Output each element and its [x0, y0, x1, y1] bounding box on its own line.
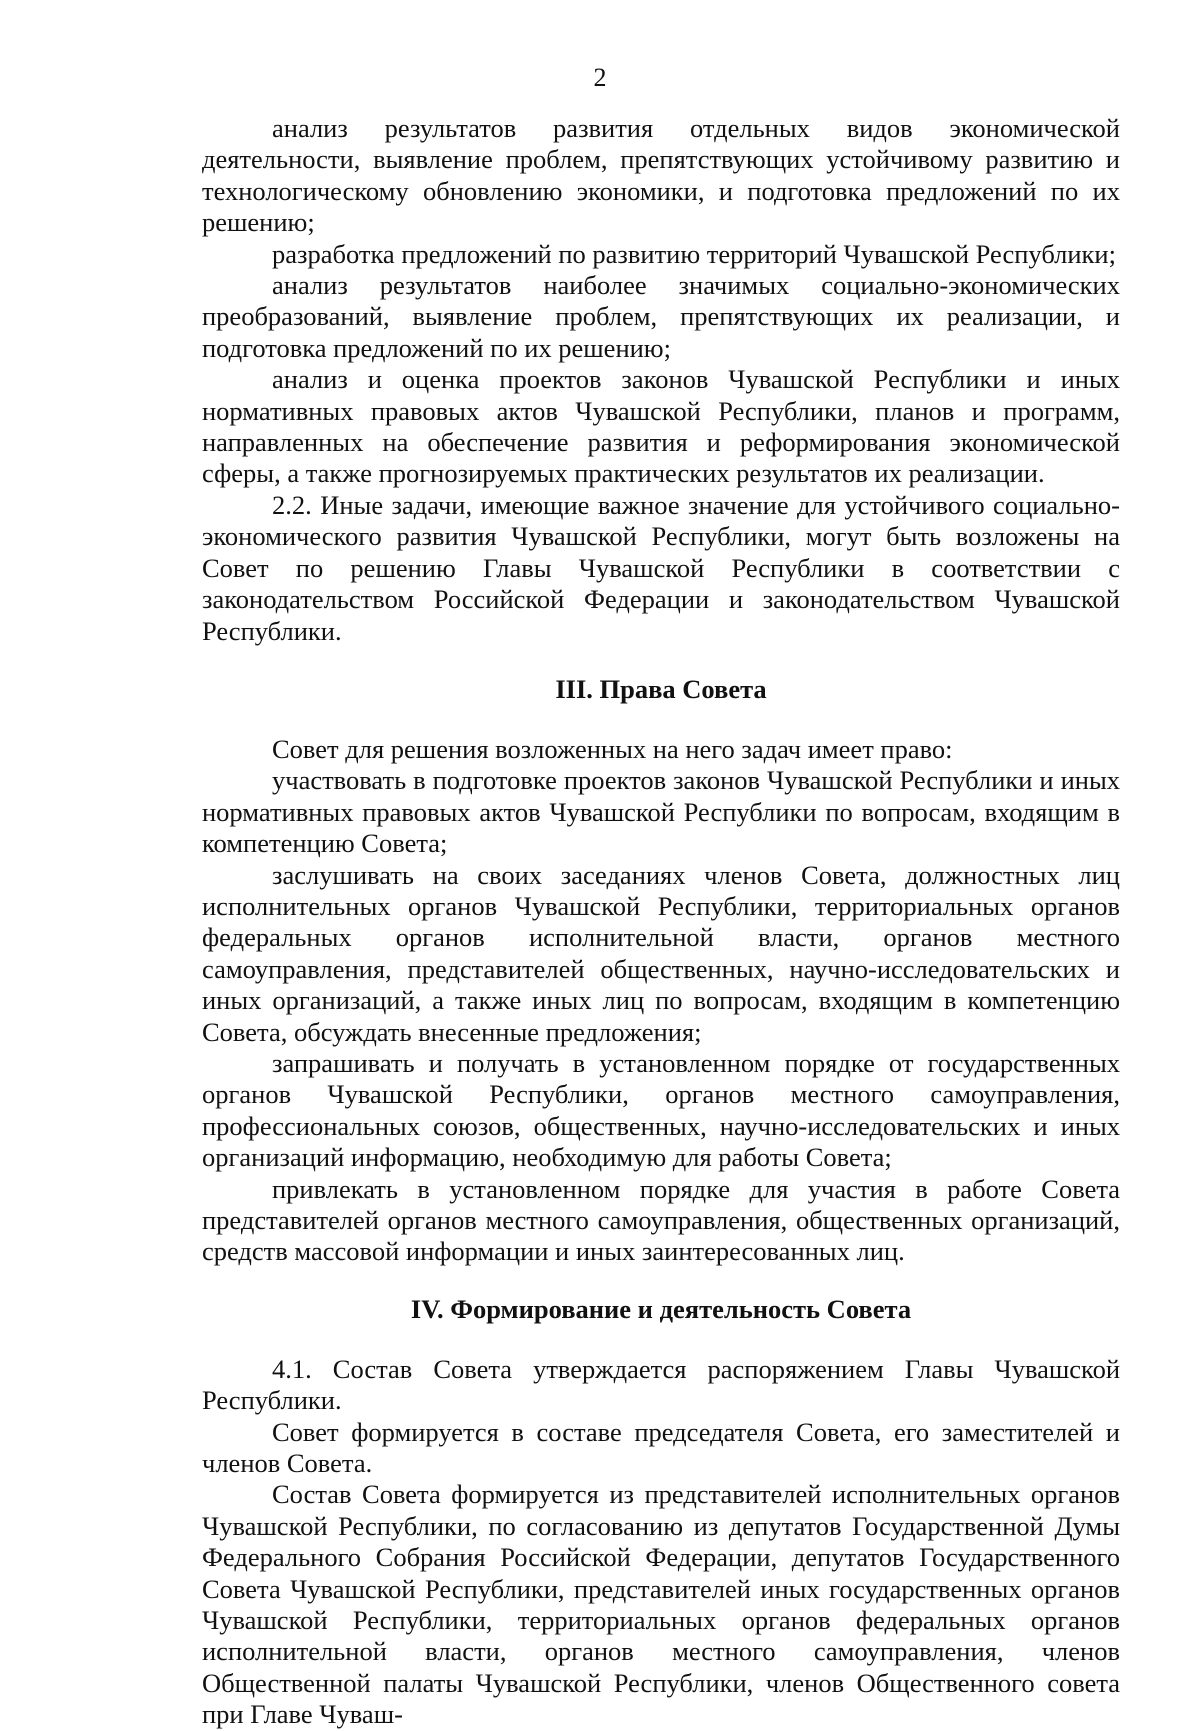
paragraph: участвовать в подготовке проектов законов Чувашской Республики и иных нормативных правовых актов Чувашской Республики по вопросам, входящим в компетенцию Совета; — [202, 765, 1120, 859]
page-number: 2 — [593, 63, 607, 92]
paragraph: Состав Совета формируется из представителей исполнительных органов Чувашской Республики, по согласованию из депутатов Государственной Думы Федерального Собрания Российской Федерации, депутатов Государственного Совета Чувашской Республики, представителей иных государственных органов Чувашской Республики, территориальных органов федеральных органов исполнительной власти, органов местного самоуправления, членов Общественной палаты Чувашской Республики, членов Общественного совета при Главе Чуваш- — [202, 1479, 1120, 1730]
section-heading-formation: IV. Формирование и деятельность Совета — [410, 1293, 912, 1324]
paragraph: анализ и оценка проектов законов Чувашской Республики и иных нормативных правовых актов Чувашской Республики, планов и программ, направленных на обеспечение развития и реформирования экономической сферы, а также прогнозируемых практических результатов их реализации. — [202, 364, 1120, 489]
section-heading-rights: III. Права Совета — [555, 673, 767, 704]
paragraph: 4.1. Состав Совета утверждается распоряжением Главы Чувашской Республики. — [202, 1353, 1120, 1416]
paragraph: привлекать в установленном порядке для участия в работе Совета представителей органов местного самоуправления, общественных организаций, средств массовой информации и иных заинтересованных лиц. — [202, 1173, 1120, 1267]
paragraph: Совет для решения возложенных на него задач имеет право: — [272, 733, 953, 764]
document-body — [202, 113, 1120, 1731]
paragraph: заслушивать на своих заседаниях членов Совета, должностных лиц исполнительных органов Чувашской Республики, территориальных органов федеральных органов исполнительной власти, органов местного самоуправления, представителей общественных, научно-исследовательских и иных организаций, а также иных лиц по вопросам, входящим в компетенцию Совета, обсуждать внесенные предложения; — [202, 859, 1120, 1047]
paragraph: анализ результатов наиболее значимых социально-экономических преобразований, выявление проблем, препятствующих их реализации, и подготовка предложений по их решению; — [202, 270, 1120, 363]
paragraph: разработка предложений по развитию территорий Чувашской Республики; — [272, 238, 1116, 269]
paragraph: 2.2. Иные задачи, имеющие важное значение для устойчивого социально-экономического развития Чувашской Республики, могут быть возложены на Совет по решению Главы Чувашской Республики в соответствии с законодательством Российской Федерации и законодательством Чувашской Республики. — [202, 489, 1120, 646]
paragraph: запрашивать и получать в установленном порядке от государственных органов Чувашской Республики, органов местного самоуправления, профессиональных союзов, общественных, научно-исследовательских и иных организаций информацию, необходимую для работы Совета; — [202, 1047, 1120, 1173]
paragraph: анализ результатов развития отдельных видов экономической деятельности, выявление проблем, препятствующих устойчивому развитию и технологическому обновлению экономики, и подготовка предложений по их решению; — [202, 113, 1120, 238]
paragraph: Совет формируется в составе председателя Совета, его заместителей и членов Совета. — [202, 1416, 1120, 1479]
